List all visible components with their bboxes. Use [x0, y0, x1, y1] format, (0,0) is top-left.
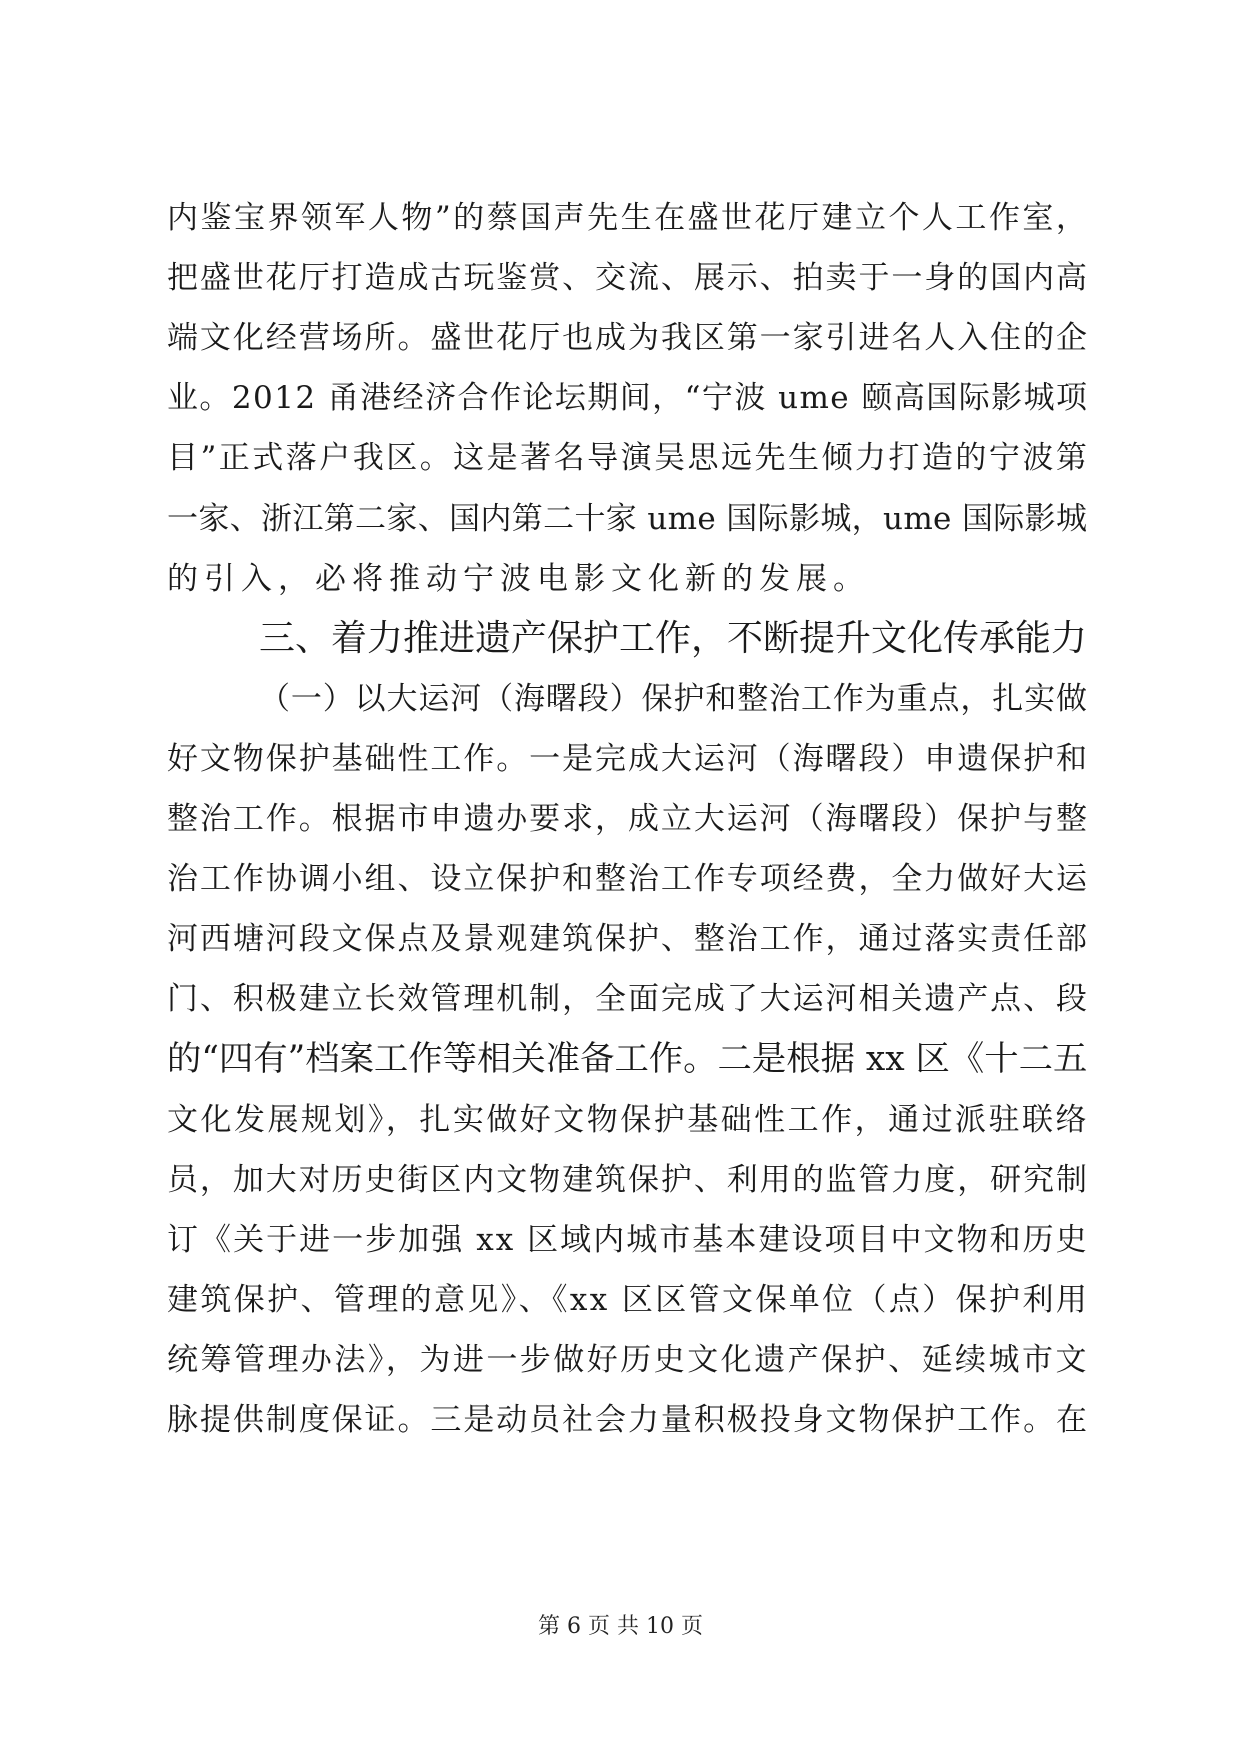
- body-text-line: 端文化经营场所。盛世花厅也成为我区第一家引进名人入住的企: [167, 320, 1089, 357]
- body-text-line: 订《关于进一步加强 xx 区域内城市基本建设项目中文物和历史: [167, 1221, 1089, 1258]
- body-text-line: 业。2012 甬港经济合作论坛期间，“宁波 ume 颐高国际影城项: [167, 380, 1089, 417]
- body-text-line: 河西塘河段文保点及景观建筑保护、整治工作，通过落实责任部: [167, 921, 1089, 958]
- page-footer: 第 6 页 共 10 页: [538, 1614, 703, 1639]
- body-text-line: （一）以大运河（海曙段）保护和整治工作为重点，扎实做: [259, 680, 1088, 717]
- body-text-line: 把盛世花厅打造成古玩鉴赏、交流、展示、拍卖于一身的国内高: [167, 260, 1089, 297]
- body-text-line: 统筹管理办法》，为进一步做好历史文化遗产保护、延续城市文: [167, 1341, 1089, 1378]
- body-text-line: 文化发展规划》，扎实做好文物保护基础性工作，通过派驻联络: [167, 1101, 1089, 1138]
- body-text-line: 的“四有”档案工作等相关准备工作。二是根据 xx 区《十二五: [167, 1039, 1088, 1080]
- body-text-line: 目”正式落户我区。这是著名导演吴思远先生倾力打造的宁波第: [167, 440, 1090, 477]
- body-text-line: 建筑保护、管理的意见》、《xx 区区管文保单位（点）保护利用: [167, 1281, 1090, 1318]
- body-text-line: 脉提供制度保证。三是动员社会力量积极投身文物保护工作。在: [167, 1402, 1089, 1438]
- body-text-line: 治工作协调小组、设立保护和整治工作专项经费，全力做好大运: [167, 861, 1089, 898]
- body-text-line: 内鉴宝界领军人物”的蔡国声先生在盛世花厅建立个人工作室，: [167, 200, 1090, 236]
- body-text-line: 好文物保护基础性工作。一是完成大运河（海曙段）申遗保护和: [167, 740, 1089, 777]
- body-text-line: 的引入，必将推动宁波电影文化新的发展。: [167, 560, 870, 597]
- body-text-line: 门、积极建立长效管理机制，全面完成了大运河相关遗产点、段: [167, 981, 1089, 1018]
- body-text-line: 整治工作。根据市申遗办要求，成立大运河（海曙段）保护与整: [167, 801, 1089, 837]
- body-text-line: 一家、浙江第二家、国内第二十家 ume 国际影城，ume 国际影城: [167, 500, 1088, 537]
- body-text-line: 三、着力推进遗产保护工作，不断提升文化传承能力: [259, 617, 1088, 659]
- body-text-line: 员，加大对历史街区内文物建筑保护、利用的监管力度，研究制: [167, 1161, 1089, 1198]
